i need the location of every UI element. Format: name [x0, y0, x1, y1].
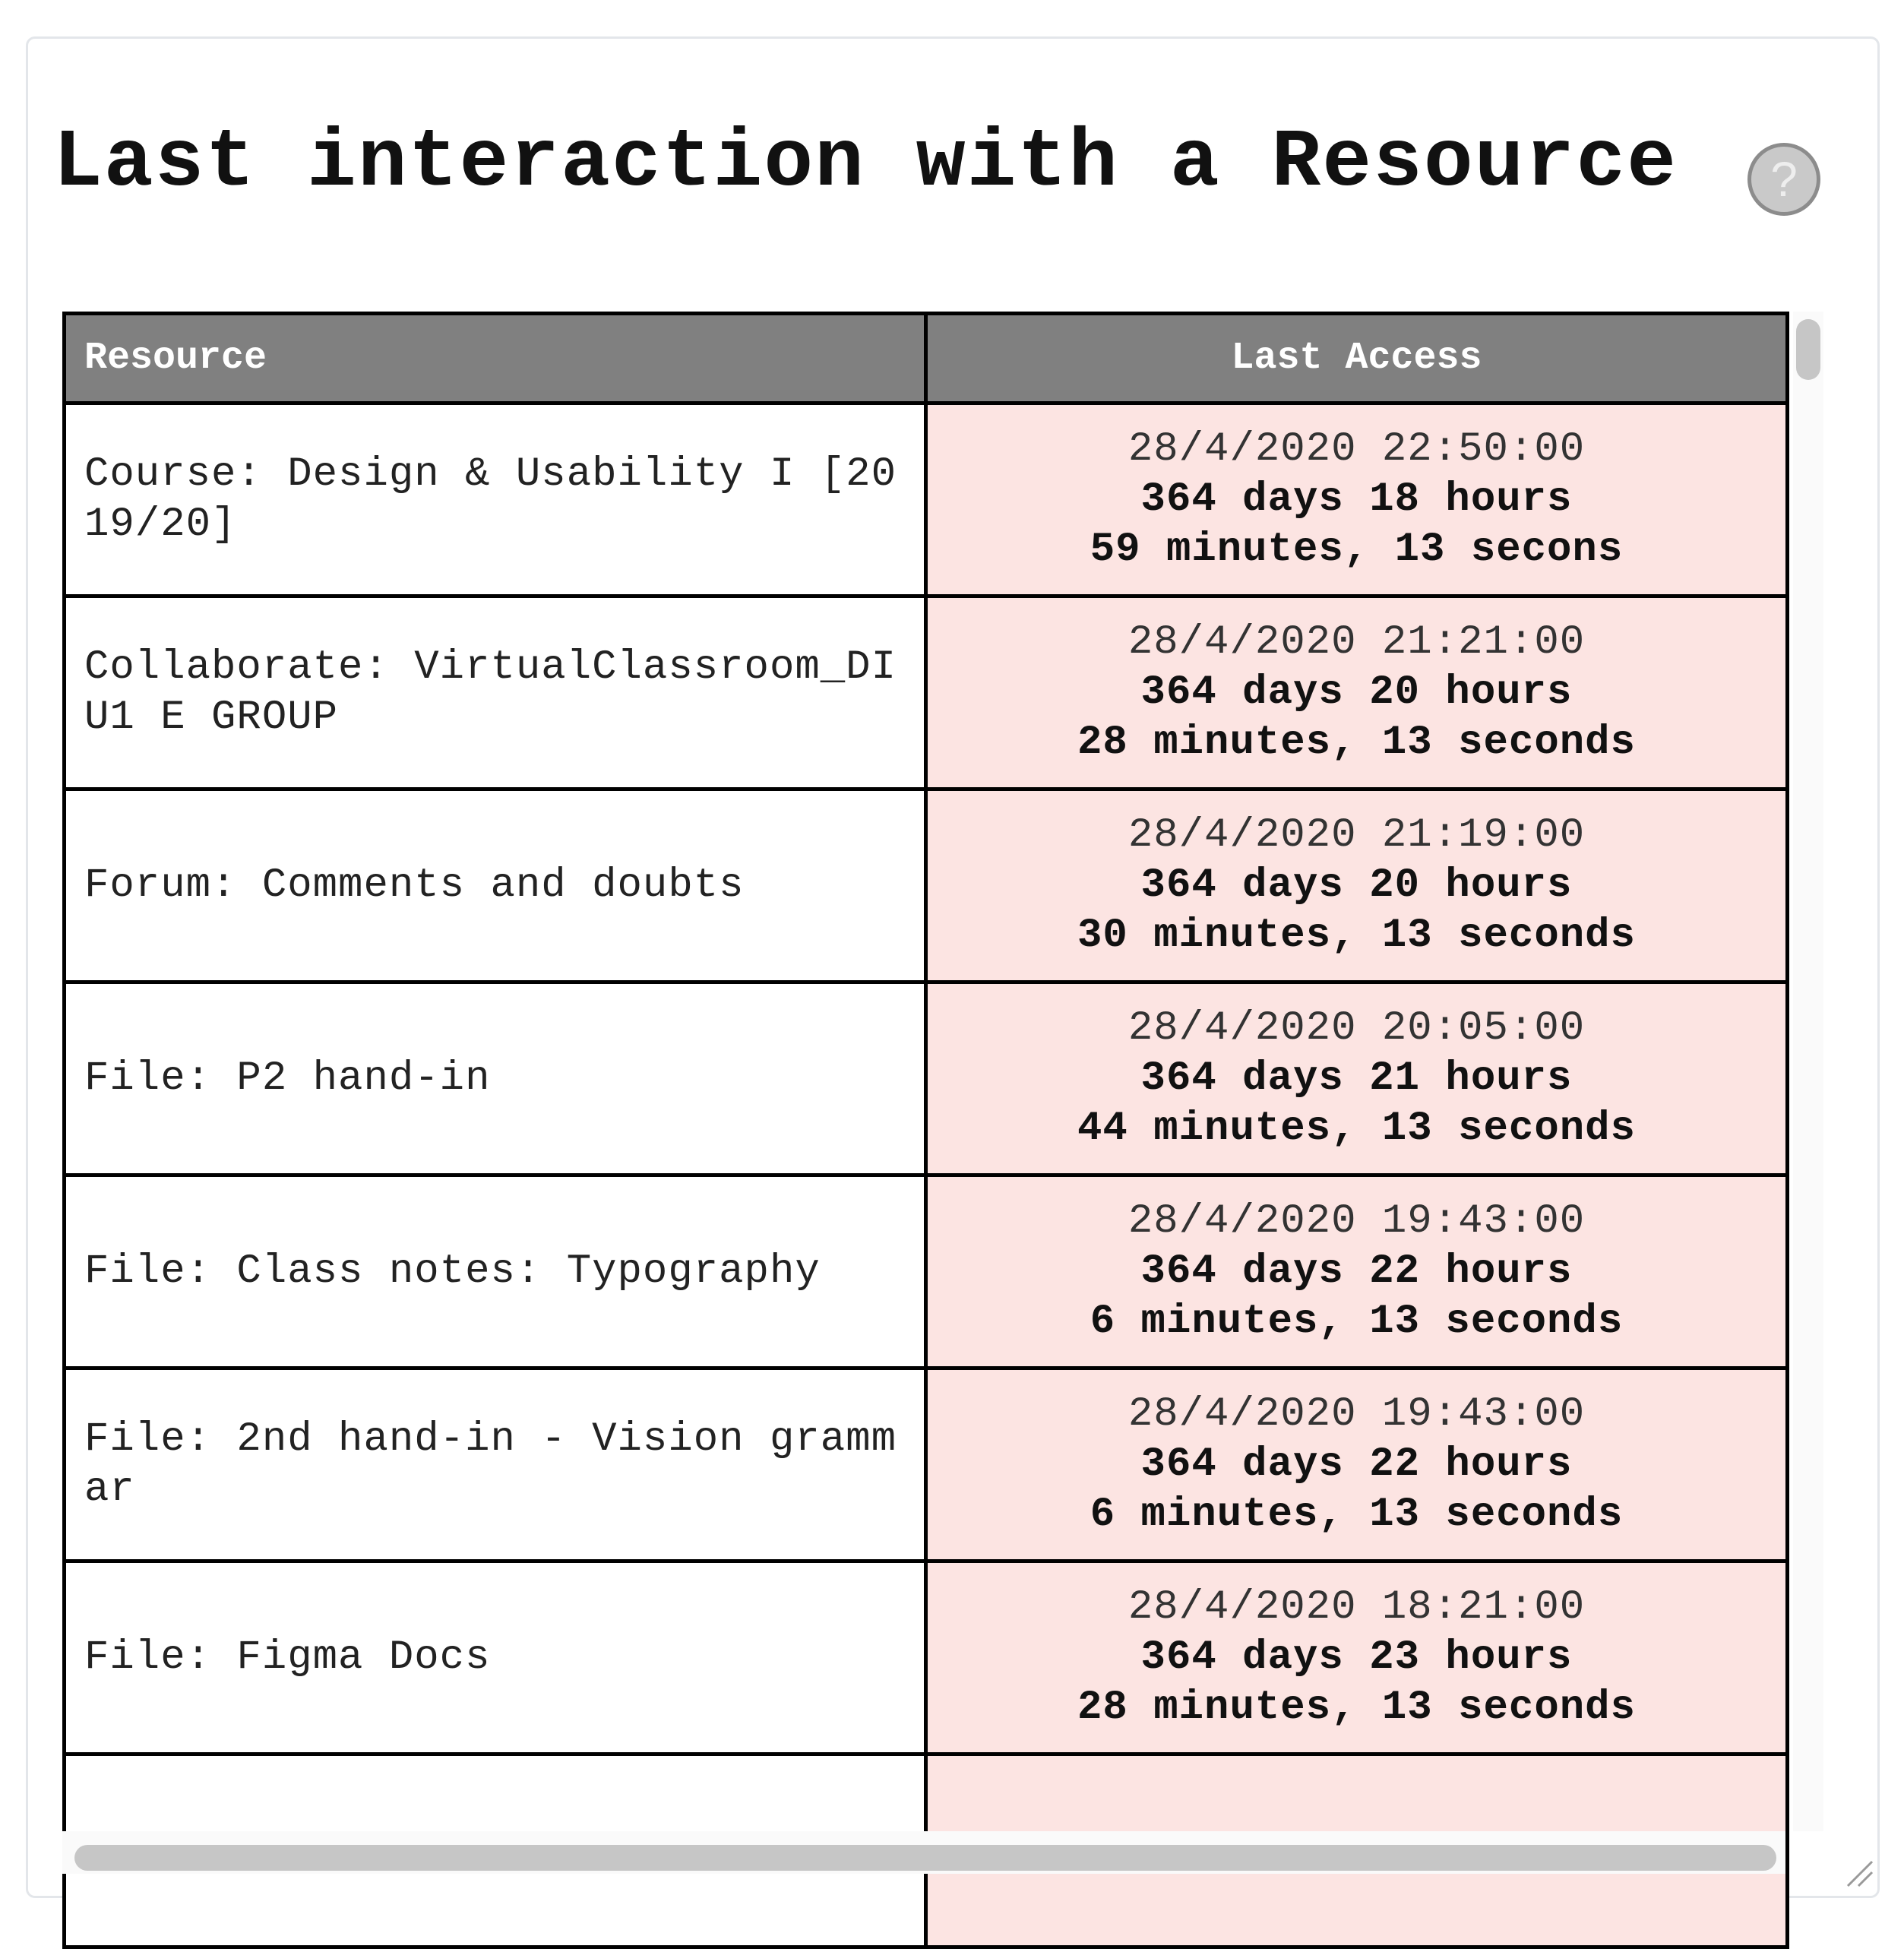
last-access-cell — [926, 1175, 1788, 1368]
elapsed-minutes-seconds: 59 minutes, 13 secons — [1090, 526, 1624, 573]
horizontal-scrollbar-thumb[interactable] — [74, 1845, 1776, 1871]
elapsed-days-hours: 364 days 20 hours — [1140, 669, 1573, 716]
last-access-cell — [926, 596, 1788, 789]
vertical-scrollbar-thumb[interactable] — [1796, 319, 1820, 380]
table-header-row — [65, 314, 1788, 403]
elapsed-days-hours: 364 days 20 hours — [1140, 862, 1573, 909]
table-body — [65, 403, 1788, 1947]
resource-cell: Collaborate: VirtualClassroom_DIU1 E GROUP — [65, 596, 926, 789]
resource-cell: File: P2 hand-in — [65, 982, 926, 1175]
table-row[interactable] — [65, 596, 1788, 789]
resource-cell: File: Figma Docs — [65, 1561, 926, 1754]
column-header-resource[interactable]: Resource — [65, 314, 926, 403]
access-date: 28/4/2020 21:19:00 — [1128, 812, 1586, 859]
access-date: 28/4/2020 19:43:00 — [1128, 1391, 1586, 1438]
vertical-scrollbar-track[interactable] — [1793, 312, 1823, 1831]
resource-cell: File: 2nd hand-in - Vision grammar — [65, 1368, 926, 1561]
access-date: 28/4/2020 22:50:00 — [1128, 426, 1586, 473]
table-row[interactable] — [65, 403, 1788, 596]
table-row[interactable] — [65, 982, 1788, 1175]
last-access-table — [62, 312, 1789, 1949]
last-access-cell — [926, 403, 1788, 596]
resource-cell: File: Class notes: Typography — [65, 1175, 926, 1368]
help-icon[interactable]: ? — [1747, 143, 1820, 216]
resource-cell: Course: Design & Usability I [2019/20] — [65, 403, 926, 596]
access-date: 28/4/2020 19:43:00 — [1128, 1198, 1586, 1245]
access-date: 28/4/2020 18:21:00 — [1128, 1584, 1586, 1631]
elapsed-days-hours: 364 days 23 hours — [1140, 1634, 1573, 1681]
last-access-cell — [926, 789, 1788, 982]
table-row[interactable] — [65, 1368, 1788, 1561]
resize-handle-icon[interactable] — [1845, 1859, 1875, 1889]
last-access-cell — [926, 1561, 1788, 1754]
elapsed-minutes-seconds: 28 minutes, 13 seconds — [1077, 1684, 1636, 1731]
elapsed-days-hours: 364 days 22 hours — [1140, 1248, 1573, 1295]
elapsed-days-hours: 364 days 22 hours — [1140, 1441, 1573, 1488]
last-access-cell — [926, 982, 1788, 1175]
elapsed-minutes-seconds: 30 minutes, 13 seconds — [1077, 912, 1636, 959]
table-scroll-area[interactable] — [62, 312, 1785, 1827]
elapsed-minutes-seconds: 6 minutes, 13 seconds — [1090, 1491, 1624, 1538]
table-row[interactable] — [65, 1561, 1788, 1754]
elapsed-minutes-seconds: 28 minutes, 13 seconds — [1077, 719, 1636, 766]
resource-cell: Forum: Comments and doubts — [65, 789, 926, 982]
table-row[interactable] — [65, 789, 1788, 982]
elapsed-days-hours: 364 days 21 hours — [1140, 1055, 1573, 1102]
access-date: 28/4/2020 20:05:00 — [1128, 1005, 1586, 1052]
elapsed-minutes-seconds: 6 minutes, 13 seconds — [1090, 1298, 1624, 1345]
elapsed-minutes-seconds: 44 minutes, 13 seconds — [1077, 1105, 1636, 1152]
last-access-cell — [926, 1368, 1788, 1561]
table-row[interactable] — [65, 1175, 1788, 1368]
column-header-last-access[interactable]: Last Access — [926, 314, 1788, 403]
access-date: 28/4/2020 21:21:00 — [1128, 619, 1586, 666]
widget-title: Last interaction with a Resource — [53, 117, 1678, 210]
elapsed-days-hours: 364 days 18 hours — [1140, 476, 1573, 523]
